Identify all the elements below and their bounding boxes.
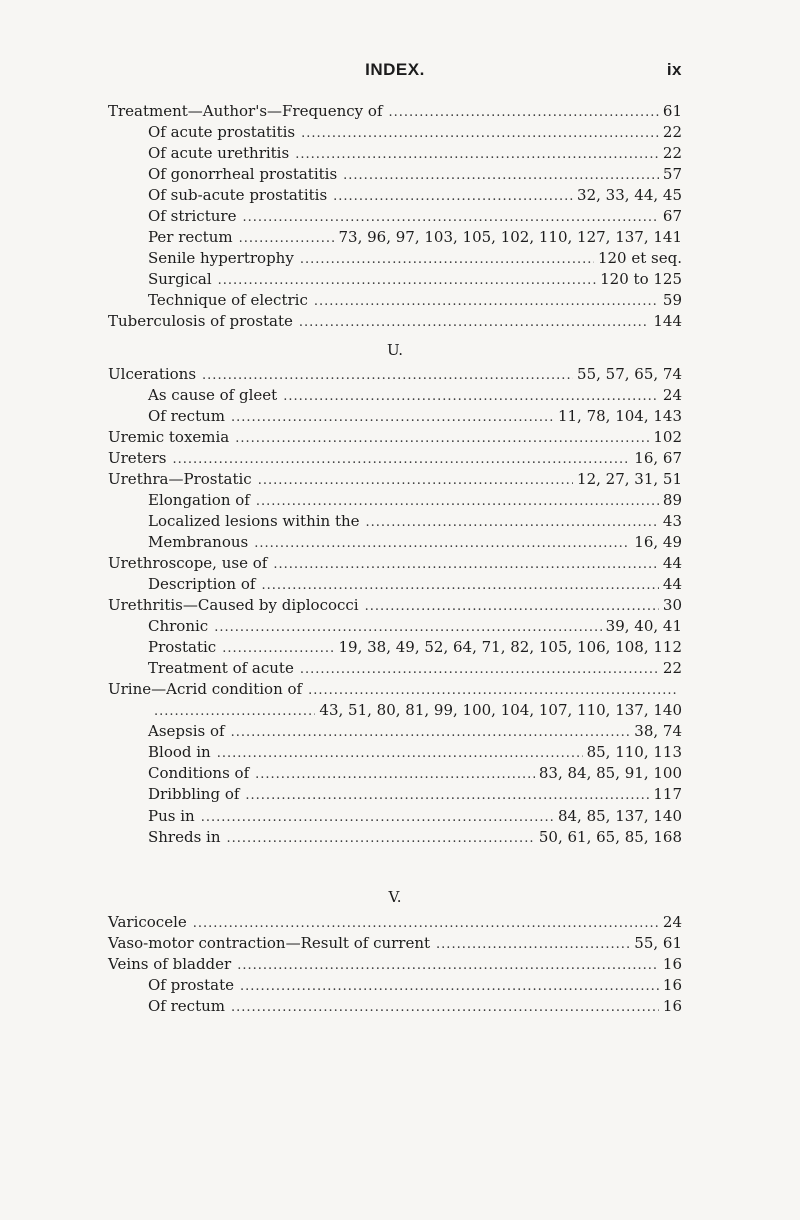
index-entry <box>108 532 682 553</box>
dot-leader <box>258 470 573 491</box>
entry-pages: 38, 74 <box>634 722 682 741</box>
entry-label: Urethra—Prostatic <box>108 469 252 488</box>
index-entry <box>108 206 682 227</box>
entry-label: Ulcerations <box>108 364 197 383</box>
entry-pages: 89 <box>662 490 682 509</box>
dot-leader <box>218 270 596 291</box>
dot-leader <box>231 997 659 1018</box>
entry-label: Ureters <box>108 448 167 467</box>
entry-pages: 55, 61 <box>634 933 682 952</box>
index-entry <box>108 490 682 511</box>
entry-pages: 83, 84, 85, 91, 100 <box>538 764 682 783</box>
entry-pages: 11, 78, 104, 143 <box>557 406 682 425</box>
entry-label: Technique of electric <box>148 291 308 310</box>
entry-pages: 19, 38, 49, 52, 64, 71, 82, 105, 106, 108, 112 <box>338 638 682 657</box>
entry-pages: 24 <box>662 912 682 931</box>
dot-leader <box>308 680 678 701</box>
index-entry <box>108 364 682 385</box>
index-entry <box>108 311 682 332</box>
index-entry <box>108 912 682 933</box>
dot-leader <box>256 491 659 512</box>
index-entry <box>108 763 682 784</box>
dot-leader <box>231 722 631 743</box>
entry-pages: 102 <box>653 427 682 446</box>
entry-label: Dribbling of <box>148 785 240 804</box>
dot-leader <box>314 291 659 312</box>
dot-leader <box>193 913 659 934</box>
entry-label: Tuberculosis of prostate <box>108 312 293 331</box>
dot-leader <box>154 701 315 722</box>
index-entry <box>108 185 682 206</box>
dot-leader <box>202 365 573 386</box>
index-entry <box>108 101 682 122</box>
dot-leader <box>255 764 535 785</box>
entry-pages: 16, 49 <box>634 532 682 551</box>
page-header <box>108 60 682 84</box>
index-entry <box>108 975 682 996</box>
dot-leader <box>201 807 554 828</box>
index-entry <box>108 248 682 269</box>
dot-leader <box>300 659 659 680</box>
dot-leader <box>239 228 335 249</box>
dot-leader <box>301 123 659 144</box>
entry-label: Conditions of <box>148 764 250 783</box>
dot-leader <box>273 554 659 575</box>
entry-label: Surgical <box>148 270 212 289</box>
entry-label: Membranous <box>148 532 249 551</box>
entry-label: Urine—Acrid condition of <box>108 680 303 699</box>
entry-label: Veins of bladder <box>108 954 232 973</box>
index-entry <box>108 511 682 532</box>
entry-pages: 44 <box>662 553 682 572</box>
dot-leader <box>295 144 659 165</box>
entry-pages: 24 <box>662 385 682 404</box>
index-entry <box>108 806 682 827</box>
section-u <box>108 364 682 848</box>
entry-label: Of acute prostatitis <box>148 123 296 142</box>
section-v <box>108 912 682 1017</box>
dot-leader <box>235 428 649 449</box>
index-entry <box>108 469 682 490</box>
index-entry <box>108 742 682 763</box>
entry-pages: 144 <box>653 312 682 331</box>
dot-leader <box>333 186 573 207</box>
dot-leader <box>227 828 535 849</box>
entry-label: Chronic <box>148 617 209 636</box>
entry-label: Of gonorrheal prostatitis <box>148 165 338 184</box>
entry-pages: 16 <box>662 975 682 994</box>
dot-leader <box>240 976 659 997</box>
dot-leader <box>366 512 659 533</box>
entry-pages: 22 <box>662 659 682 678</box>
index-entry <box>108 553 682 574</box>
index-entry <box>108 227 682 248</box>
entry-pages: 85, 110, 113 <box>586 743 682 762</box>
entry-label: Varicocele <box>108 912 187 931</box>
index-entry <box>108 637 682 658</box>
entry-label: Urethritis—Caused by diplococci <box>108 596 359 615</box>
entry-pages: 22 <box>662 144 682 163</box>
entry-label: Treatment of acute <box>148 659 294 678</box>
entry-label: Urethroscope, use of <box>108 553 268 572</box>
entry-label: Treatment—Author's—Frequency of <box>108 102 383 120</box>
entry-pages: 16, 67 <box>634 448 682 467</box>
entry-pages: 117 <box>653 785 682 804</box>
index-entry <box>108 427 682 448</box>
entry-pages: 12, 27, 31, 51 <box>577 469 682 488</box>
entry-pages: 67 <box>662 207 682 226</box>
index-entry <box>108 679 682 700</box>
section-heading-u: U. <box>386 340 404 359</box>
page-title: INDEX. <box>365 60 425 79</box>
index-entry <box>108 595 682 616</box>
entry-pages: 55, 57, 65, 74 <box>577 364 682 383</box>
entry-label: Of rectum <box>148 996 225 1015</box>
index-entry <box>108 164 682 185</box>
index-entry <box>108 574 682 595</box>
dot-leader <box>343 165 659 186</box>
dot-leader <box>217 743 583 764</box>
entry-label: Blood in <box>148 743 211 762</box>
dot-leader <box>436 934 630 955</box>
entry-label: Description of <box>148 574 256 593</box>
entry-pages: 16 <box>662 996 682 1015</box>
entry-pages: 43, 51, 80, 81, 99, 100, 104, 107, 110, 137, 140 <box>319 701 682 720</box>
entry-label: Of sub-acute prostatitis <box>148 186 328 205</box>
entry-pages: 120 et seq. <box>597 249 682 268</box>
dot-leader <box>389 102 659 123</box>
entry-pages: 59 <box>662 291 682 310</box>
index-entry <box>108 269 682 290</box>
index-entry <box>108 616 682 637</box>
dot-leader <box>245 785 649 806</box>
entry-label: Localized lesions within the <box>148 511 360 530</box>
index-entry <box>108 122 682 143</box>
entry-label: Uremic toxemia <box>108 427 230 446</box>
dot-leader <box>299 312 649 333</box>
index-entry <box>108 658 682 679</box>
entry-pages: 44 <box>662 574 682 593</box>
entry-label: As cause of gleet <box>148 385 278 404</box>
index-entry <box>108 784 682 805</box>
index-entry <box>108 700 682 721</box>
dot-leader <box>231 407 554 428</box>
entry-label: Prostatic <box>148 638 217 657</box>
entry-pages: 84, 85, 137, 140 <box>557 806 682 825</box>
entry-label: Of rectum <box>148 406 225 425</box>
index-entry <box>108 721 682 742</box>
entry-pages: 61 <box>662 102 682 120</box>
entry-pages: 73, 96, 97, 103, 105, 102, 110, 127, 137, 141 <box>338 228 682 247</box>
index-entry <box>108 406 682 427</box>
entry-pages: 16 <box>662 954 682 973</box>
entry-label: Vaso-motor contraction—Result of current <box>108 933 431 952</box>
entry-pages: 39, 40, 41 <box>605 617 682 636</box>
index-body <box>108 101 682 1017</box>
entry-label: Of acute urethritis <box>148 144 290 163</box>
entry-label: Pus in <box>148 806 195 825</box>
index-entry <box>108 827 682 848</box>
entry-label: Senile hypertrophy <box>148 249 294 268</box>
dot-leader <box>300 249 594 270</box>
dot-leader <box>222 638 334 659</box>
entry-pages: 57 <box>662 165 682 184</box>
page-number: ix <box>666 60 682 79</box>
index-entry <box>108 996 682 1017</box>
section-t <box>108 101 682 333</box>
entry-pages: 120 to 125 <box>600 270 682 289</box>
section-heading-v: V. <box>388 887 402 906</box>
entry-pages: 50, 61, 65, 85, 168 <box>538 827 682 846</box>
entry-label: Elongation of <box>148 490 250 509</box>
index-entry <box>108 954 682 975</box>
dot-leader <box>214 617 601 638</box>
dot-leader <box>365 596 659 617</box>
entry-label: Shreds in <box>148 827 221 846</box>
entry-pages: 43 <box>662 511 682 530</box>
index-entry <box>108 933 682 954</box>
dot-leader <box>172 449 630 470</box>
index-entry <box>108 290 682 311</box>
dot-leader <box>254 533 630 554</box>
index-entry <box>108 448 682 469</box>
dot-leader <box>242 207 658 228</box>
entry-pages: 22 <box>662 123 682 142</box>
dot-leader <box>237 955 659 976</box>
index-entry <box>108 385 682 406</box>
entry-pages: 32, 33, 44, 45 <box>577 186 682 205</box>
dot-leader <box>283 386 659 407</box>
entry-label: Per rectum <box>148 228 233 247</box>
index-entry <box>108 143 682 164</box>
entry-pages: 30 <box>662 596 682 615</box>
dot-leader <box>261 575 658 596</box>
entry-label: Of stricture <box>148 207 237 226</box>
entry-label: Of prostate <box>148 975 234 994</box>
entry-label: Asepsis of <box>148 722 225 741</box>
